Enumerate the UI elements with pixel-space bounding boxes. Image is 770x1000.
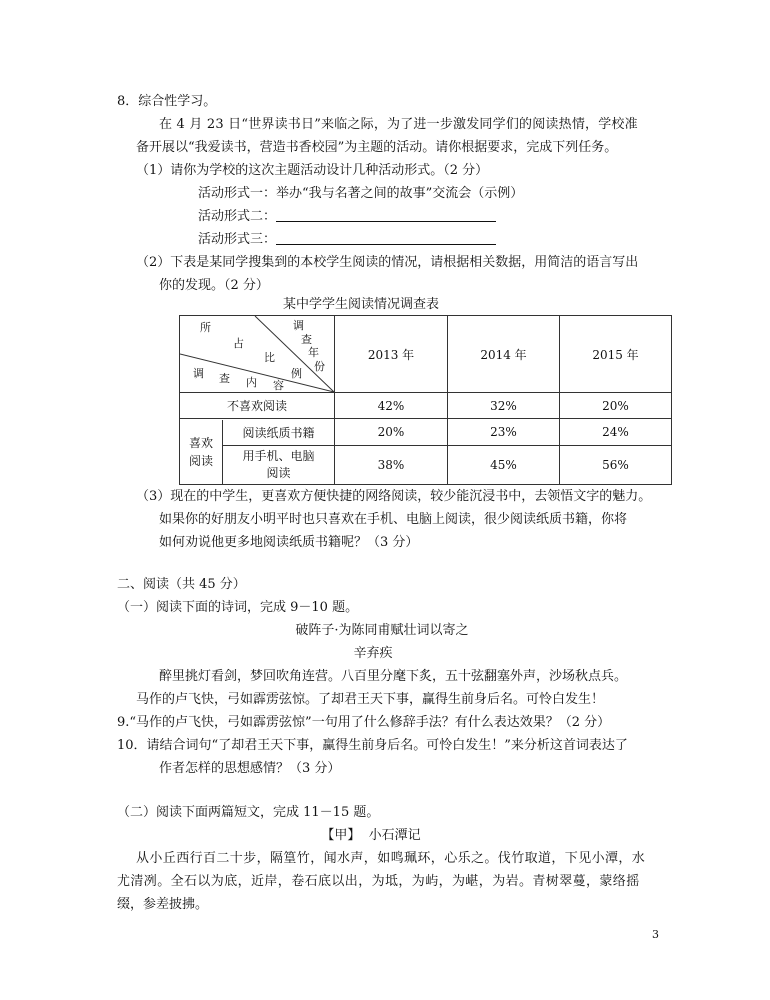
- table-cell: 24%: [560, 419, 671, 446]
- year-header-2014: 2014 年: [448, 316, 560, 393]
- poem-title: 破阵子·为陈同甫赋壮词以寄之: [295, 623, 469, 638]
- table-cell: 32%: [448, 393, 560, 419]
- activity-form-1: 活动形式一：举办“我与名著之间的故事”交流会（示例）: [198, 186, 524, 201]
- like-group-line1: 喜欢: [188, 435, 213, 450]
- values-2013: [335, 419, 448, 485]
- q8-intro-line2: 备开展以“我爱读书，营造书香校园”为主题的活动。请你根据要求，完成下列任务。: [136, 140, 618, 155]
- q8-title: 8．综合性学习。: [117, 94, 217, 109]
- section2-part2: （二）阅读下面两篇短文，完成 11－15 题。: [117, 805, 380, 820]
- activity-form-3-label: 活动形式三：: [198, 232, 277, 247]
- diagonal-header-cell: [180, 316, 335, 393]
- like-group-block: [180, 419, 335, 485]
- header-char: 比: [264, 351, 275, 364]
- year-header-2013: 2013 年: [335, 316, 448, 393]
- table-cell: 45%: [490, 458, 517, 472]
- q8-part3-line2: 如果你的好朋友小明平时也只喜欢在手机、电脑上阅读，很少阅读纸质书籍，你将: [159, 512, 628, 527]
- q8-part2-line2: 你的发现。（2 分）: [159, 278, 269, 293]
- header-char: 所: [200, 321, 211, 334]
- article-line-2: 尤清冽。全石以为底，近岸，卷石底以出，为坻，为屿，为嵁，为岩。青树翠蔓，蒙络摇: [117, 874, 640, 889]
- values-2014: [448, 419, 560, 485]
- question-9: 9.“马作的卢飞快，弓如霹雳弦惊”一句用了什么修辞手法？有什么表达效果？（2 分）: [117, 715, 611, 730]
- activity-form-2-label: 活动形式二：: [198, 209, 277, 224]
- q8-part2-line1: （2）下表是某同学搜集到的本校学生阅读的情况，请根据相关数据，用简洁的语言写出: [136, 255, 639, 270]
- activity-form-2: [198, 208, 496, 226]
- header-char: 例: [291, 367, 302, 380]
- table-cell: 42%: [335, 393, 448, 419]
- header-char: 查: [219, 372, 230, 385]
- header-char: 份: [314, 360, 325, 373]
- poem-line-2: 马作的卢飞快，弓如霹雳弦惊。了却君王天下事，赢得生前身后名。可怜白发生！: [136, 692, 605, 707]
- article-heading: [0, 827, 756, 845]
- survey-table: [179, 315, 672, 485]
- section2-part1: （一）阅读下面的诗词，完成 9－10 题。: [117, 600, 359, 615]
- page-number: 3: [652, 928, 659, 941]
- q8-part3-line3: 如何劝说他更多地阅读纸质书籍呢？（3 分）: [159, 535, 419, 550]
- header-char: 容: [273, 379, 284, 392]
- article-line-3: 缀，参差披拂。: [117, 897, 209, 912]
- q8-part1: （1）请你为学校的这次主题活动设计几种活动形式。（2 分）: [136, 163, 489, 178]
- row-label-dislike: 不喜欢阅读: [180, 393, 335, 419]
- activity-form-3-answer-blank[interactable]: [276, 232, 496, 245]
- values-2015: [560, 419, 672, 485]
- article-tag: 【甲】: [321, 828, 361, 843]
- header-char: 内: [246, 376, 257, 389]
- question-10-line2: 作者怎样的思想感情？（3 分）: [159, 761, 341, 776]
- q8-intro-line1: 在 4 月 23 日“世界读书日”来临之际，为了进一步激发同学们的阅读热情，学校准: [159, 117, 638, 132]
- table-cell: 23%: [448, 419, 559, 446]
- header-char: 年: [308, 346, 319, 359]
- poem-line-1: 醉里挑灯看剑，梦回吹角连营。八百里分麾下炙，五十弦翻塞外声，沙场秋点兵。: [159, 669, 628, 684]
- article-title: 小石潭记: [368, 828, 421, 843]
- header-char: 调: [293, 319, 304, 332]
- table-row: [180, 393, 672, 419]
- row-label-phone-line1: 用手机、电脑: [242, 448, 315, 463]
- table-cell: 38%: [377, 458, 405, 472]
- row-group-like: [180, 420, 223, 484]
- table-title: 某中学学生阅读情况调查表: [282, 297, 439, 312]
- question-10-line1: 10．请结合词句“了却君王天下事，赢得生前身后名。可怜白发生！”来分析这首词表达了: [117, 738, 628, 753]
- row-label-paper: 阅读纸质书籍: [223, 420, 335, 446]
- header-char: 查: [301, 333, 312, 346]
- like-group-line2: 阅读: [188, 453, 213, 468]
- table-header-row: [180, 316, 672, 393]
- year-header-2015: 2015 年: [560, 316, 672, 393]
- row-label-phone-line2: 阅读: [266, 465, 291, 480]
- table-row: [180, 419, 672, 485]
- section2-title: 二、阅读（共 45 分）: [117, 577, 246, 592]
- activity-form-3: [198, 231, 496, 249]
- table-cell: 20%: [335, 419, 447, 446]
- article-line-1: 从小丘西行百二十步，隔篁竹，闻水声，如鸣珮环，心乐之。伐竹取道，下见小潭，水: [136, 851, 646, 866]
- row-label-phone: [223, 446, 335, 484]
- table-cell: 56%: [602, 458, 629, 472]
- q8-part3-line1: （3）现在的中学生，更喜欢方便快捷的网络阅读，较少能沉浸书中，去领悟文字的魅力。: [136, 489, 652, 504]
- header-char: 调: [193, 367, 204, 380]
- poem-author: 辛弃疾: [353, 646, 393, 661]
- table-cell: 20%: [560, 393, 672, 419]
- header-char: 占: [233, 337, 244, 350]
- activity-form-2-answer-blank[interactable]: [276, 209, 496, 222]
